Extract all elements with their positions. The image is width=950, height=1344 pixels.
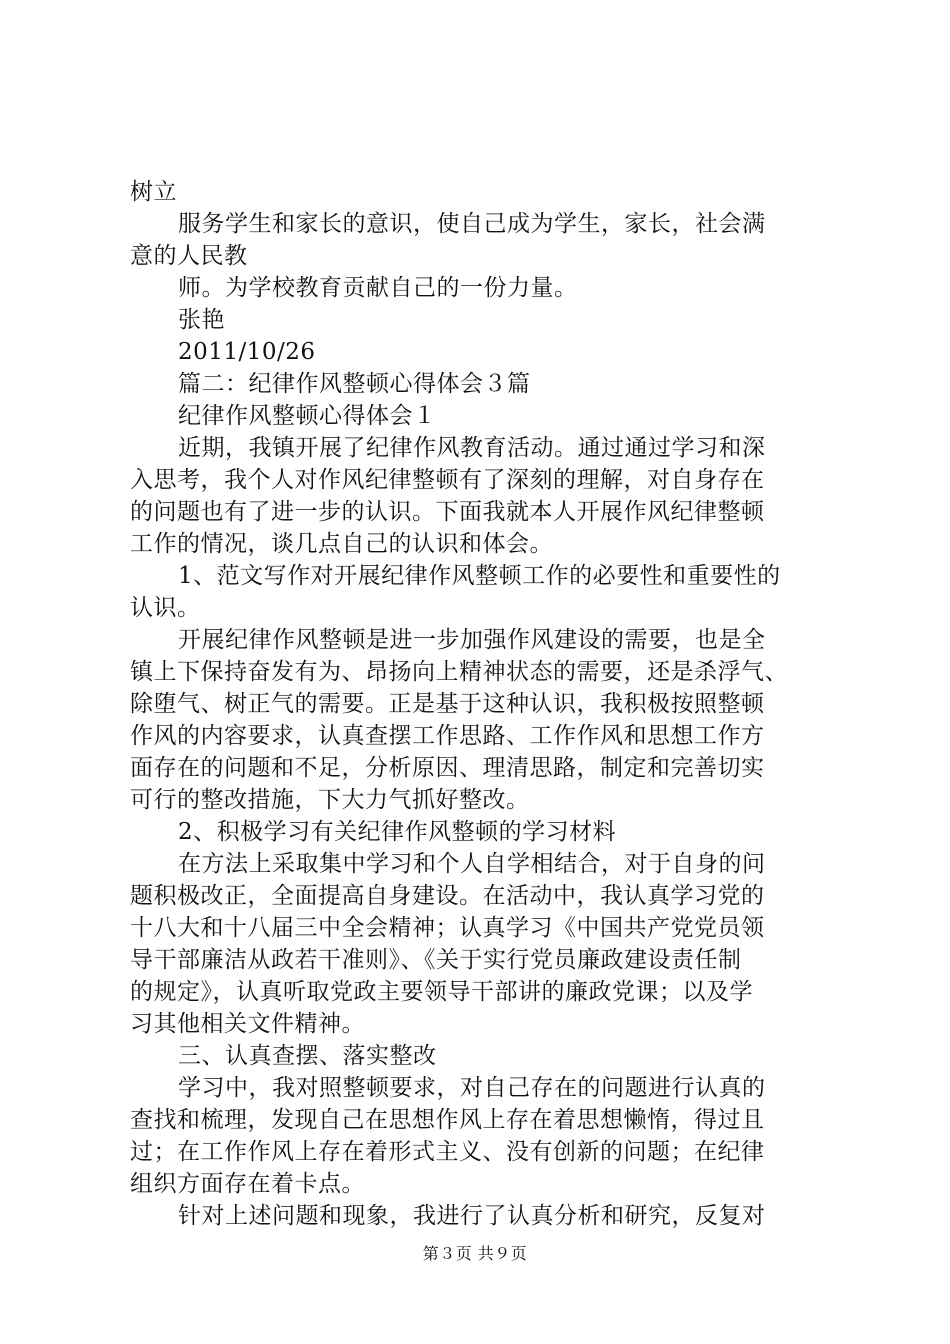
text-line: 开展纪律作风整顿是进一步加强作风建设的需要，也是全: [178, 627, 766, 653]
page-number-footer: 第３页 共９页: [422, 1244, 528, 1263]
author-name: 张艳: [178, 307, 225, 333]
text-line: 2、积极学习有关纪律作风整顿的学习材料: [178, 819, 617, 845]
text-line: 习其他相关文件精神。: [130, 1011, 365, 1037]
text-line: 过；在工作作风上存在着形式主义、没有创新的问题；在纪律: [130, 1139, 765, 1165]
text-line: 题积极改正，全面提高自身建设。在活动中，我认真学习党的: [130, 883, 765, 909]
text-line: 工作的情况，谈几点自己的认识和体会。: [130, 531, 553, 557]
text-line: 镇上下保持奋发有为、昂扬向上精神状态的需要，还是杀浮气、: [130, 659, 788, 685]
date-line: 2011/10/26: [178, 339, 316, 365]
text-line: 查找和梳理，发现自己在思想作风上存在着思想懒惰，得过且: [130, 1107, 765, 1133]
text-line: 的规定》，认真听取党政主要领导干部讲的廉政党课；以及学: [130, 979, 753, 1005]
text-line: 1、范文写作对开展纪律作风整顿工作的必要性和重要性的: [178, 563, 781, 589]
document-body: [130, 176, 835, 1232]
text-line: 可行的整改措施，下大力气抓好整改。: [130, 787, 530, 813]
text-line: 面存在的问题和不足，分析原因、理清思路，制定和完善切实: [130, 755, 765, 781]
article-title: 纪律作风整顿心得体会１: [178, 403, 437, 429]
text-line: 服务学生和家长的意识，使自己成为学生，家长，社会满: [178, 211, 766, 237]
text-line: 学习中，我对照整顿要求，对自己存在的问题进行认真的: [178, 1075, 766, 1101]
text-line: 导干部廉洁从政若干准则》、《关于实行党员廉政建设责任制: [130, 947, 742, 973]
text-line: 作风的内容要求，认真查摆工作思路、工作作风和思想工作方: [130, 723, 765, 749]
text-line: 十八大和十八届三中全会精神；认真学习《中国共产党党员领: [130, 915, 765, 941]
text-line: 组织方面存在着卡点。: [130, 1171, 365, 1197]
text-line: 针对上述问题和现象，我进行了认真分析和研究，反复对: [178, 1203, 766, 1229]
section-heading: 篇二：纪律作风整顿心得体会３篇: [178, 371, 531, 397]
text-line: 树立: [130, 179, 177, 205]
text-line: 除堕气、树正气的需要。正是基于这种认识，我积极按照整顿: [130, 691, 765, 717]
text-line: 三、认真查摆、落实整改: [178, 1043, 437, 1069]
text-line: 入思考，我个人对作风纪律整顿有了深刻的理解，对自身存在: [130, 467, 765, 493]
text-line: 在方法上采取集中学习和个人自学相结合，对于自身的问: [178, 851, 766, 877]
text-line: 近期，我镇开展了纪律作风教育活动。通过通过学习和深: [178, 435, 766, 461]
text-line: 意的人民教: [130, 243, 248, 269]
text-line: 认识。: [130, 595, 201, 621]
text-line: 的问题也有了进一步的认识。下面我就本人开展作风纪律整顿: [130, 499, 765, 525]
text-line: 师。为学校教育贡献自己的一份力量。: [178, 275, 578, 301]
